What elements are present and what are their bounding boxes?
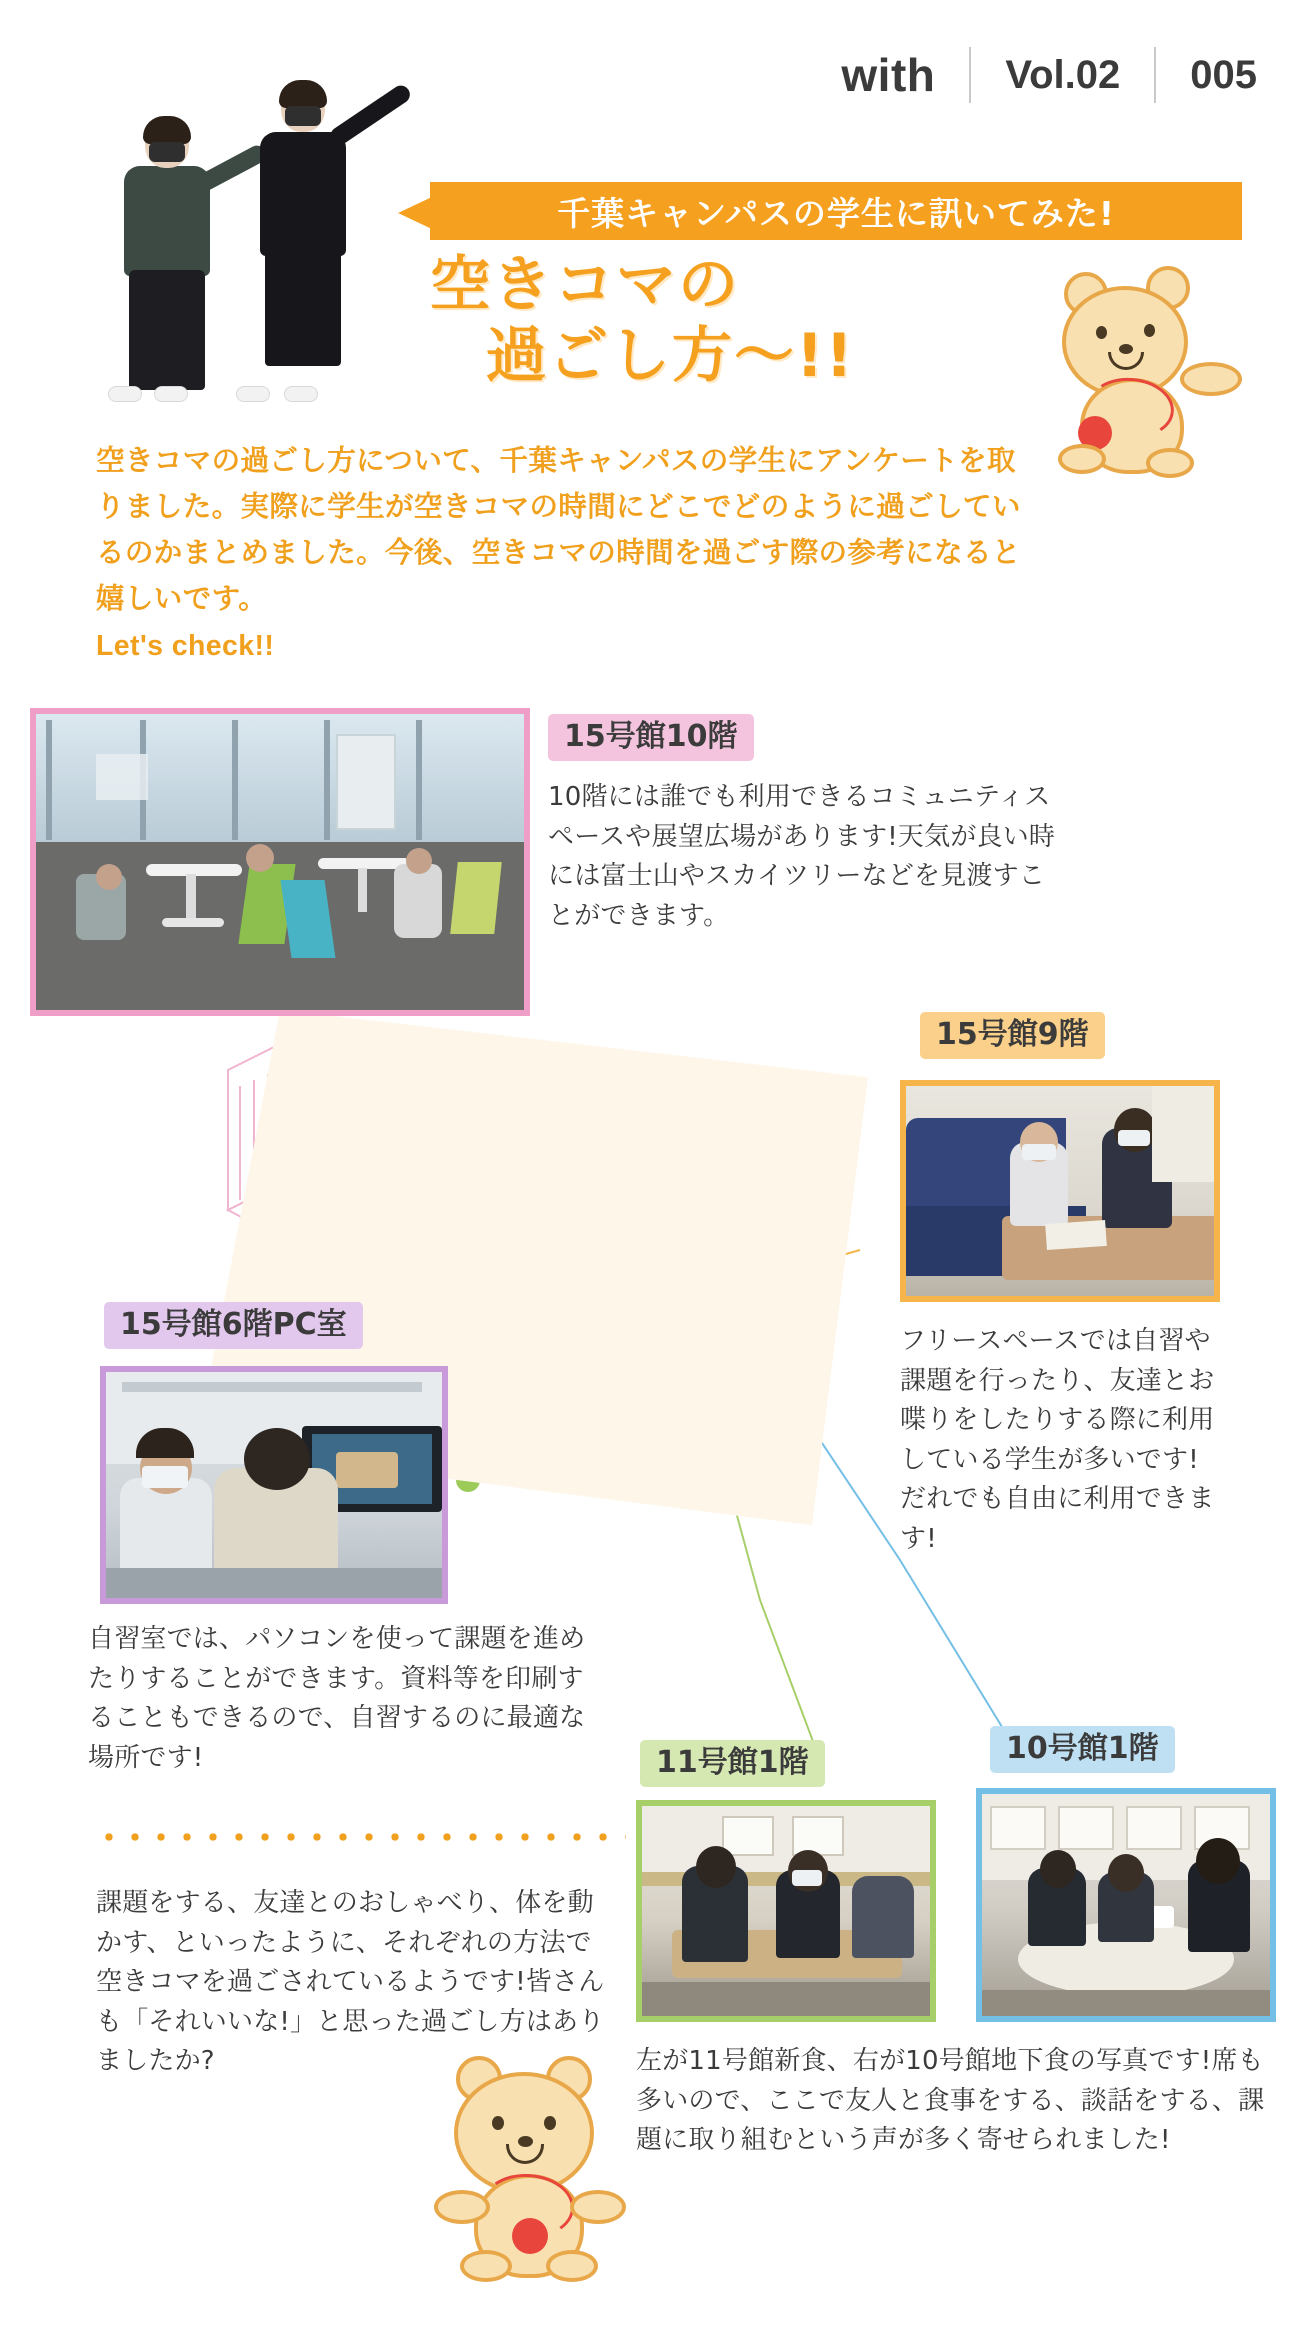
page-title	[430, 250, 1030, 392]
label-b15-9f: 15号館9階	[920, 1012, 1105, 1059]
closing-text: 課題をする、友達とのおしゃべり、体を動かす、といったように、それぞれの方法で空きコマを過ごされているようです!皆さんも「それいいな!」と思った過ごし方はありましたか?	[96, 1888, 605, 2077]
photo-b15-6f-pc	[100, 1366, 448, 1604]
label-b15-6f-pc: 15号館6階PC室	[104, 1302, 363, 1349]
intro-text	[96, 438, 1036, 669]
students-pointing-photo	[92, 60, 392, 390]
bear-mascot-bottom	[430, 2050, 650, 2290]
bear-leg-left-2	[460, 2250, 512, 2282]
ribbon-tail	[398, 196, 434, 230]
caption-b10-1f: 左が11号館新食、右が10号館地下食の写真です!席も多いので、ここで友人と食事をする、談話をする、課題に取り組むという声が多く寄せられました!	[636, 2046, 1265, 2156]
bear-arm-left-2	[434, 2190, 490, 2224]
page-number: 005	[1190, 53, 1257, 97]
bear-eye-right	[1144, 324, 1155, 337]
bear-leg-left	[1058, 444, 1106, 474]
photo-b15-10f	[30, 708, 530, 1016]
bear-eye-left	[1096, 326, 1107, 339]
ribbon-text: 千葉キャンパスの学生に訊いてみた!	[557, 193, 1115, 233]
photo-b11-1f	[636, 1800, 936, 2022]
label-b11-1f: 11号館1階	[640, 1740, 825, 1787]
bear-arm-right	[1180, 362, 1242, 396]
student-right	[214, 80, 392, 390]
label-b15-10f: 15号館10階	[548, 714, 754, 761]
volume-label: Vol.02	[1005, 53, 1121, 97]
bear-leg-right	[1146, 448, 1194, 478]
label-b10-1f: 10号館1階	[990, 1726, 1175, 1773]
bear-leg-right-2	[546, 2250, 598, 2282]
photo-b15-9f	[900, 1080, 1220, 1302]
photo-b10-1f	[976, 1788, 1276, 2022]
page-header	[841, 40, 1257, 110]
intro-check: Let's check!!	[96, 629, 275, 662]
bear-eye-left-2	[492, 2116, 504, 2130]
intro-paragraph: 空きコマの過ごし方について、千葉キャンパスの学生にアンケートを取りました。実際に学生が空きコマの時間にどこでどのように過ごしているのかまとめました。今後、空きコマの時間を過ごす際の参考になると嬉しいです。	[96, 444, 1021, 616]
ribbon-banner	[430, 182, 1242, 240]
bear-arm-right-2	[570, 2190, 626, 2224]
bear-bag-2	[512, 2218, 548, 2254]
title-line-1: 空きコマの	[430, 250, 740, 320]
caption-b15-6f-pc: 自習室では、パソコンを使って課題を進めたりすることができます。資料等を印刷することもできるので、自習するのに最適な場所です!	[88, 1624, 586, 1773]
caption-b15-10f: 10階には誰でも利用できるコミュニティスペースや展望広場があります!天気が良い時には富士山やスカイツリーなどを見渡すことができます。	[548, 782, 1056, 931]
caption-b15-9f: フリースペースでは自習や課題を行ったり、友達とお喋りをしたりする際に利用している学生が多いです!だれでも自由に利用できます!	[900, 1326, 1215, 1554]
title-line-2: 過ごし方〜!!	[486, 320, 855, 391]
magazine-logo: with	[841, 49, 936, 101]
bear-mascot-top	[1040, 266, 1255, 481]
bear-eye-right-2	[544, 2116, 556, 2130]
dotted-divider	[96, 1832, 626, 1842]
